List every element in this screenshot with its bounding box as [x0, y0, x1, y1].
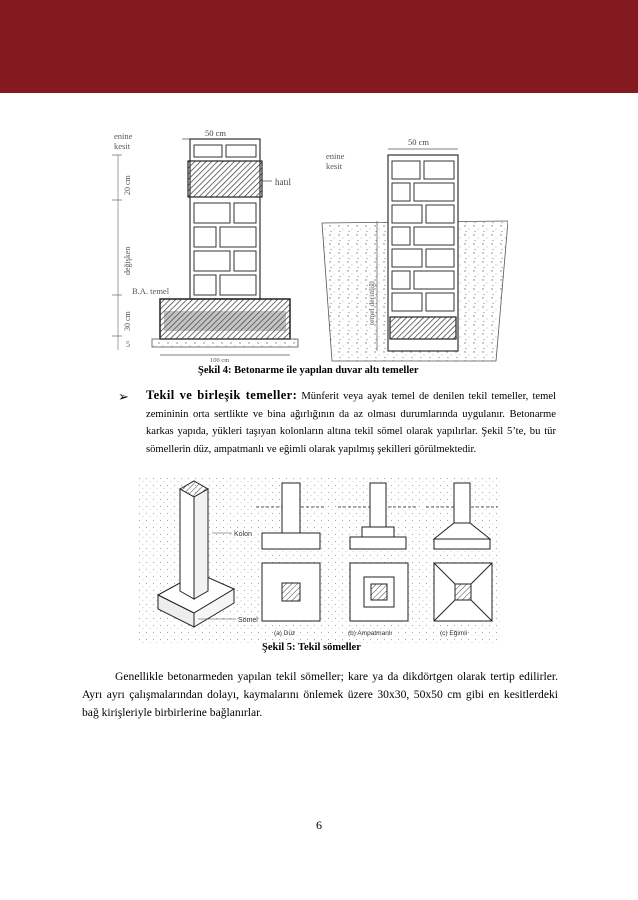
right-section-label-1: enine	[326, 151, 345, 161]
figure-4-wall-foundations	[112, 125, 508, 363]
right-wall-section	[322, 137, 508, 361]
bullet-paragraph	[146, 387, 556, 459]
label-c: (c) Eğimli	[440, 630, 468, 637]
kolon-label: Kolon	[234, 531, 252, 538]
hatil-label: hatıl	[275, 177, 291, 187]
header-band	[0, 0, 638, 93]
bullet-arrow-icon: ➢	[118, 389, 129, 404]
left-wall-section	[112, 128, 298, 363]
right-width-label: 50 cm	[408, 137, 430, 147]
page-number: 6	[316, 818, 322, 832]
bullet-body: Münferit veya ayak temel de denilen tekil temeller, temel zemininin orta sertlikte ve bina ağırlığının da az olması durumlarında uygulanır. Betonarme karkas yapıda, yükleri taşıyan kolonların altına tekil sömel olarak yapılırlar. Şekil 5’te, bu tür sömellerin düz, ampatmanlı ve eğimli olarak yapılmış şekilleri görülmektedir.	[146, 391, 556, 456]
left-variable-label: değişken	[123, 246, 132, 275]
right-depth-label: temel derinliği	[367, 281, 376, 325]
left-30cm-label: 30 cm	[123, 311, 132, 331]
figure-5-isolated-footings	[138, 477, 500, 643]
figure-5-caption: Şekil 5: Tekil sömeller	[262, 642, 361, 653]
left-20cm-label: 20 cm	[123, 175, 132, 195]
bullet-title: Tekil ve birleşik temeller:	[146, 388, 298, 402]
right-section-label-2: kesit	[326, 161, 343, 171]
left-width-label: 50 cm	[205, 128, 227, 138]
label-b: (b) Ampatmanlı	[348, 630, 393, 637]
somel-label: Sömel	[238, 617, 258, 624]
left-bottom-width-label: 100 cm	[210, 357, 230, 363]
left-section-label-1: enine	[114, 131, 133, 141]
label-a: (a) Düz	[274, 630, 296, 637]
left-ba-temel-label: B.A. temel	[132, 286, 170, 296]
left-section-label-2: kesit	[114, 141, 131, 151]
figure-4-caption: Şekil 4: Betonarme ile yapılan duvar altı temeller	[198, 365, 419, 376]
body-paragraph: Genellikle betonarmeden yapılan tekil sömeller; kare ya da dikdörtgen olarak tertip edilirler. Ayrı ayrı çalışmalarından dolayı, kaymalarını önlemek üzere 30x30, 50x50 cm gibi en kesitlerdeki bağ kirişleriyle birbirlerine bağlanırlar.	[82, 670, 558, 719]
left-5-label: 5	[126, 340, 130, 349]
